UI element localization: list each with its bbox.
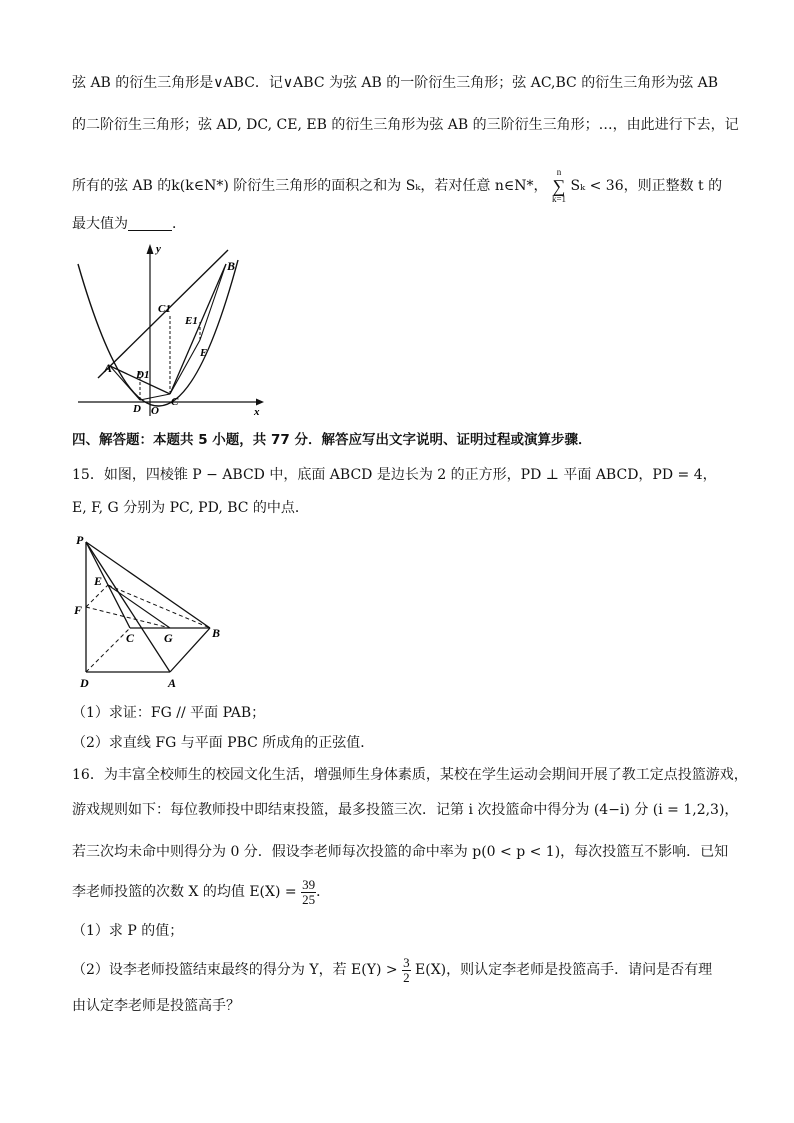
- label-d: D: [133, 403, 141, 415]
- label-g: G: [164, 631, 173, 645]
- q16-line-1: 16．为丰富全校师生的校园文化生活，增强师生身体素质，某校在学生运动会期间开展了教工定点投篮游戏，: [72, 767, 748, 783]
- q16-line-4: [72, 878, 330, 906]
- q15-line-2: E, F, G 分别为 PC, PD, BC 的中点．: [72, 500, 309, 516]
- text-line-4: [72, 216, 186, 231]
- label-y: y: [156, 243, 161, 255]
- segment-eb: [200, 264, 226, 340]
- pyramid-figure: [72, 530, 232, 690]
- text-line-3b: Sₖ < 36，则正整数 t 的: [570, 178, 723, 194]
- fraction-3-2: [402, 956, 411, 984]
- y-axis-arrow: [147, 244, 154, 254]
- label-c1: C1: [158, 303, 171, 315]
- section-4-heading: 四、解答题：本题共 5 小题，共 77 分．解答应写出文字说明、证明过程或演算步骤．: [72, 432, 592, 448]
- edge-dc: [86, 628, 130, 672]
- text-line-4a: 最大值为: [72, 216, 128, 232]
- edge-ab: [170, 628, 210, 672]
- summation: [552, 168, 566, 204]
- label-e: E: [200, 347, 208, 359]
- segment-eg: [108, 585, 170, 628]
- label-e1: E1: [185, 315, 198, 327]
- q16-line-3: 若三次均未命中则得分为 0 分．假设李老师每次投篮的命中率为 p(0 < p < 1)，每次投篮互不影响．已知: [72, 844, 729, 860]
- label-c: C: [126, 631, 135, 645]
- segment-cb: [170, 264, 226, 394]
- parabola-figure: [72, 238, 272, 420]
- label-o: O: [151, 405, 159, 417]
- q16-part-3: 由认定李老师是投篮高手？: [72, 998, 240, 1014]
- q16-part-1: （1）求 P 的值；: [72, 923, 184, 939]
- answer-blank: [128, 216, 172, 231]
- segment-ce: [170, 340, 200, 394]
- text-line-2: 的二阶衍生三角形；弦 AD, DC, CE, EB 的衍生三角形为弦 AB 的三阶衍生三角形；…，由此进行下去，记: [72, 117, 739, 133]
- q16-part-2b: E(X)，则认定李老师是投篮高手．请问是否有理: [415, 962, 713, 979]
- text-line-1: 弦 AB 的衍生三角形是∨ABC．记∨ABC 为弦 AB 的一阶衍生三角形；弦 AC,BC 的衍生三角形为弦 AB: [72, 75, 719, 91]
- q16-line-4b: ．: [316, 884, 331, 901]
- q16-part-2a: （2）设李老师投篮结束最终的得分为 Y，若 E(Y) >: [72, 962, 398, 979]
- label-e: E: [94, 574, 103, 588]
- edge-pb: [86, 542, 210, 628]
- label-x: x: [254, 406, 260, 418]
- text-line-4b: ．: [172, 216, 186, 232]
- text-line-3a: 所有的弦 AB 的k(k∈N*) 阶衍生三角形的面积之和为 Sₖ，若对任意 n∈N*，: [72, 178, 548, 194]
- q15-line-1: 15．如图，四棱锥 P − ABCD 中，底面 ABCD 是边长为 2 的正方形，PD ⊥ 平面 ABCD，PD = 4，: [72, 467, 717, 483]
- label-a: A: [168, 676, 177, 690]
- sum-top: n: [556, 167, 562, 177]
- edge-pa: [86, 542, 170, 672]
- label-f: F: [74, 603, 83, 617]
- sum-sigma: ∑: [552, 176, 566, 196]
- label-p: P: [76, 533, 84, 547]
- q15-part-2: （2）求直线 FG 与平面 PBC 所成角的正弦值．: [72, 735, 375, 751]
- fraction-39-25: [301, 878, 316, 906]
- label-d1: D1: [136, 369, 150, 381]
- label-b: B: [212, 626, 221, 640]
- fraction-denominator: 2: [403, 969, 410, 985]
- q16-line-4a: 李老师投篮的次数 X 的均值 E(X) =: [72, 884, 297, 901]
- fraction-numerator: 39: [302, 877, 316, 892]
- segment-dc: [140, 394, 170, 400]
- q16-line-2: 游戏规则如下：每位教师投中即结束投篮，最多投篮三次．记第 i 次投篮命中得分为 (4−i) 分 (i = 1,2,3)，: [72, 802, 739, 818]
- sum-bottom: k=1: [551, 194, 567, 204]
- q15-part-1: （1）求证：FG // 平面 PAB；: [72, 705, 266, 721]
- label-b: B: [227, 259, 236, 273]
- label-a: A: [104, 361, 113, 375]
- label-d: D: [80, 676, 89, 690]
- segment-fe: [86, 585, 108, 607]
- text-line-3: [72, 168, 722, 204]
- x-axis-arrow: [256, 399, 264, 406]
- fraction-numerator: 3: [403, 955, 410, 970]
- segment-eb: [108, 585, 210, 628]
- q16-part-2: [72, 956, 712, 984]
- parabola-curve: [78, 260, 238, 406]
- label-c: C: [171, 396, 179, 408]
- fraction-denominator: 25: [302, 891, 316, 907]
